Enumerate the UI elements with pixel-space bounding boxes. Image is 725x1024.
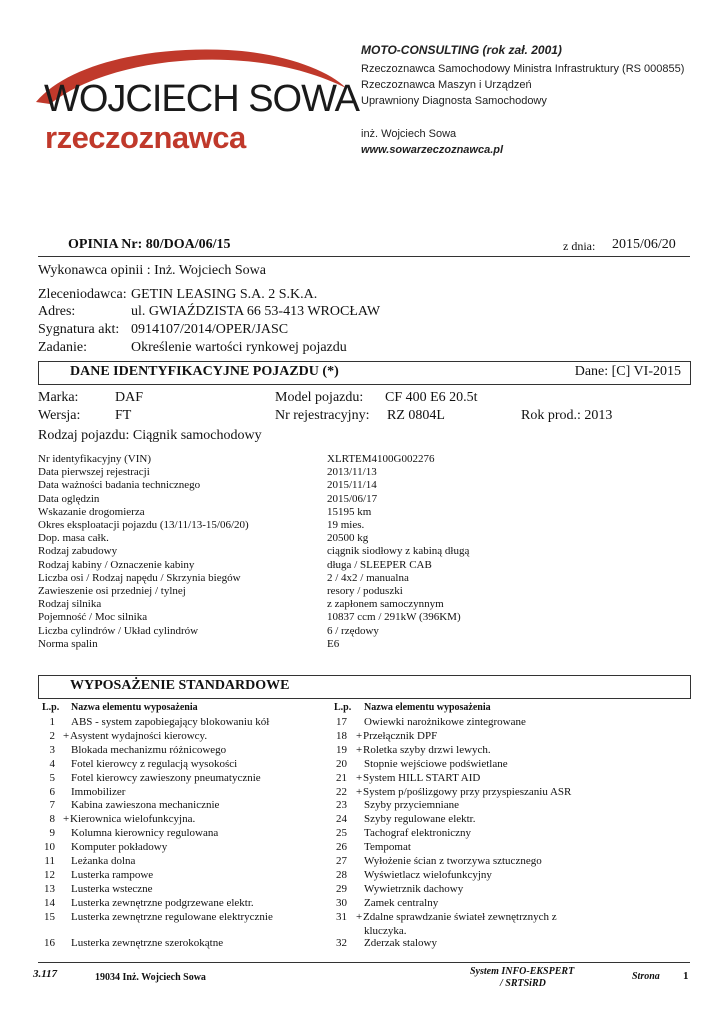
wersja-label: Wersja: <box>38 408 81 423</box>
equipment-number: 16 <box>44 937 55 949</box>
detail-label: Data ważności badania technicznego <box>38 479 201 492</box>
footer-system-line1: System INFO-EKSPERT <box>470 966 575 977</box>
detail-label: Dop. masa całk. <box>38 532 109 545</box>
equipment-number: 18 <box>336 729 347 742</box>
equipment-item: Fotel kierowcy zawieszony pneumatycznie <box>71 771 261 784</box>
optional-marker: + <box>63 813 70 826</box>
equipment-number: 3 <box>49 743 55 756</box>
detail-value: ciągnik siodłowy z kabiną długą <box>327 545 470 558</box>
equipment-item: Szyby przyciemniane <box>364 799 459 812</box>
equipment-item: Kabina zawieszona mechanicznie <box>71 799 220 812</box>
equipment-number: 9 <box>49 827 55 840</box>
model-label: Model pojazdu: <box>275 390 364 405</box>
company-line: Rzeczoznawca Maszyn i Urządzeń <box>361 79 532 91</box>
equipment-item: Owiewki narożnikowe zintegrowane <box>364 716 526 728</box>
optional-marker: + <box>356 910 363 923</box>
registration-value: RZ 0804L <box>387 408 445 423</box>
equipment-number: 28 <box>336 868 347 881</box>
equipment-number: 4 <box>49 757 55 770</box>
vehicle-type: Rodzaj pojazdu: Ciągnik samochodowy <box>38 428 262 443</box>
detail-value: 2015/11/14 <box>327 479 377 492</box>
equipment-number: 29 <box>336 882 347 895</box>
date-label: z dnia: <box>563 239 596 253</box>
company-website: www.sowarzeczoznawca.pl <box>361 144 504 156</box>
equipment-number: 25 <box>336 827 347 840</box>
optional-marker: + <box>356 771 363 784</box>
signature-label: Sygnatura akt: <box>38 322 120 337</box>
equipment-item: Wyświetlacz wielofunkcyjny <box>364 868 492 881</box>
company-line: Uprawniony Diagnosta Samochodowy <box>361 95 547 107</box>
detail-value: 19 mies. <box>327 519 365 531</box>
footer-code: 19034 Inż. Wojciech Sowa <box>95 972 206 983</box>
equipment-number: 22 <box>336 785 347 798</box>
company-line: Rzeczoznawca Samochodowy Ministra Infrastruktury (RS 000855) <box>361 63 685 75</box>
equipment-number: 27 <box>336 855 347 867</box>
equipment-number: 15 <box>44 910 55 923</box>
equipment-number: 21 <box>336 771 347 784</box>
detail-value: z zapłonem samoczynnym <box>327 598 444 611</box>
equipment-item: Zdalne sprawdzanie świateł zewnętrznych z <box>363 910 557 923</box>
equipment-item: Lusterka zewnętrzne regulowane elektrycznie <box>71 910 273 923</box>
vehicle-section-header <box>38 361 691 385</box>
col-name-left: Nazwa elementu wyposażenia <box>71 702 198 713</box>
optional-marker: + <box>356 785 363 798</box>
equipment-item: Kierownica wielofunkcyjna. <box>70 813 196 826</box>
equipment-item: Przełącznik DPF <box>363 729 438 742</box>
detail-label: Norma spalin <box>38 637 98 650</box>
equipment-number: 17 <box>336 716 347 728</box>
detail-label: Rodzaj kabiny / Oznaczenie kabiny <box>38 558 195 571</box>
equipment-number: 5 <box>49 771 55 784</box>
footer-divider <box>38 962 690 963</box>
company-title: MOTO-CONSULTING (rok zał. 2001) <box>361 43 562 57</box>
equipment-number: 8 <box>49 813 55 826</box>
footer-system-line2: / SRTSiRD <box>500 978 546 989</box>
equipment-item: Tempomat <box>364 841 411 854</box>
detail-value: resory / poduszki <box>327 585 403 597</box>
detail-label: Data pierwszej rejestracji <box>38 466 150 479</box>
equipment-item: Fotel kierowcy z regulacją wysokości <box>71 757 238 770</box>
marka-value: DAF <box>115 390 144 405</box>
equipment-number: 14 <box>44 896 55 909</box>
equipment-number: 26 <box>336 841 347 854</box>
client-label: Zleceniodawca: <box>38 287 127 302</box>
equipment-number: 11 <box>44 855 55 867</box>
detail-label: Liczba cylindrów / Układ cylindrów <box>38 624 199 637</box>
detail-value: 20500 kg <box>327 532 369 545</box>
footer-version: 3.117 <box>33 968 58 980</box>
detail-value: 6 / rzędowy <box>327 624 379 637</box>
equipment-item: Wyłożenie ścian z tworzywa sztucznego <box>364 855 542 867</box>
equipment-item: Lusterka zewnętrzne szerokokątne <box>71 937 224 949</box>
client-value: GETIN LEASING S.A. 2 S.K.A. <box>131 287 318 302</box>
footer-page-number: 1 <box>683 970 689 982</box>
detail-value: 15195 km <box>327 505 372 518</box>
equipment-item: Immobilizer <box>71 785 126 798</box>
vehicle-section-title: DANE IDENTYFIKACYJNE POJAZDU (*) <box>70 364 339 379</box>
equipment-number: 31 <box>336 910 347 923</box>
opinion-number: OPINIA Nr: 80/DOA/06/15 <box>68 237 231 252</box>
wersja-value: FT <box>115 408 132 423</box>
col-lp-right: L.p. <box>334 702 352 713</box>
date-value: 2015/06/20 <box>612 237 676 252</box>
optional-marker: + <box>356 743 363 756</box>
equipment-section-header <box>38 675 691 699</box>
detail-value: 10837 ccm / 291kW (396KM) <box>327 611 461 624</box>
equipment-item: Blokada mechanizmu różnicowego <box>71 743 227 756</box>
equipment-item: Lusterka rampowe <box>71 868 154 881</box>
executor: Wykonawca opinii : Inż. Wojciech Sowa <box>38 263 266 278</box>
equipment-number: 32 <box>336 937 347 949</box>
equipment-number: 12 <box>44 868 55 881</box>
detail-label: Rodzaj zabudowy <box>38 545 118 558</box>
address-value: ul. GWIAŹDZISTA 66 53-413 WROCŁAW <box>131 304 381 319</box>
equipment-item: ABS - system zapobiegający blokowaniu kół <box>71 716 270 728</box>
logo-subtitle: rzeczoznawca <box>45 120 246 155</box>
optional-marker: + <box>356 729 363 742</box>
detail-label: Liczba osi / Rodzaj napędu / Skrzynia biegów <box>38 571 241 584</box>
col-lp-left: L.p. <box>42 702 60 713</box>
detail-value: 2013/11/13 <box>327 466 377 479</box>
equipment-number: 30 <box>336 896 347 909</box>
equipment-item: System p/poślizgowy przy przyspieszaniu ASR <box>363 785 572 798</box>
task-value: Określenie wartości rynkowej pojazdu <box>131 340 347 355</box>
equipment-item: Stopnie wejściowe podświetlane <box>364 757 508 770</box>
marka-label: Marka: <box>38 390 79 405</box>
detail-value: XLRTEM4100G002276 <box>327 453 435 465</box>
equipment-number: 2 <box>49 729 55 742</box>
equipment-number: 24 <box>336 813 347 826</box>
equipment-number: 10 <box>44 841 55 854</box>
equipment-item: Lusterka zewnętrzne podgrzewane elektr. <box>71 896 254 909</box>
divider <box>38 256 690 257</box>
production-year: Rok prod.: 2013 <box>521 408 613 423</box>
detail-value: E6 <box>327 637 340 650</box>
detail-value: długa / SLEEPER CAB <box>327 558 432 571</box>
detail-label: Data oględzin <box>38 492 100 505</box>
equipment-number: 6 <box>49 785 55 798</box>
task-label: Zadanie: <box>38 340 87 355</box>
equipment-item: Lusterka wsteczne <box>71 882 153 895</box>
equipment-item: System HILL START AID <box>363 771 481 784</box>
equipment-number: 7 <box>49 799 55 812</box>
company-info <box>361 42 684 158</box>
equipment-section-title: WYPOSAŻENIE STANDARDOWE <box>70 678 290 693</box>
equipment-item: Tachograf elektroniczny <box>364 827 472 840</box>
equipment-number: 20 <box>336 757 347 770</box>
equipment-item: Asystent wydajności kierowcy. <box>70 729 208 742</box>
col-name-right: Nazwa elementu wyposażenia <box>364 702 491 713</box>
equipment-number: 19 <box>336 743 347 756</box>
model-value: CF 400 E6 20.5t <box>385 390 478 405</box>
equipment-number: 13 <box>44 882 55 895</box>
equipment-item: Kolumna kierownicy regulowana <box>71 827 219 840</box>
data-source: Dane: [C] VI-2015 <box>574 364 681 379</box>
equipment-number: 23 <box>336 799 347 812</box>
equipment-item: Leżanka dolna <box>71 855 136 867</box>
address-label: Adres: <box>38 304 76 319</box>
company-person: inż. Wojciech Sowa <box>361 128 457 140</box>
equipment-item: kluczyka. <box>364 924 407 937</box>
detail-label: Zawieszenie osi przedniej / tylnej <box>38 585 186 597</box>
equipment-number: 1 <box>49 716 55 728</box>
signature-value: 0914107/2014/OPER/JASC <box>131 322 289 337</box>
detail-label: Rodzaj silnika <box>38 598 102 611</box>
footer-page-label: Strona <box>632 971 660 982</box>
equipment-item: Szyby regulowane elektr. <box>364 813 476 826</box>
equipment-item: Wywietrznik dachowy <box>364 882 464 895</box>
detail-label: Wskazanie drogomierza <box>38 505 145 518</box>
detail-label: Nr identyfikacyjny (VIN) <box>38 453 152 465</box>
equipment-item: Zderzak stalowy <box>364 937 437 949</box>
logo-name: WOJCIECH SOWA <box>44 78 359 120</box>
registration-label: Nr rejestracyjny: <box>275 408 370 423</box>
equipment-item: Komputer pokładowy <box>71 841 168 854</box>
optional-marker: + <box>63 729 70 742</box>
equipment-item: Roletka szyby drzwi lewych. <box>363 743 491 756</box>
detail-label: Okres eksploatacji pojazdu (13/11/13-15/06/20) <box>38 519 249 531</box>
detail-value: 2015/06/17 <box>327 492 378 505</box>
detail-label: Pojemność / Moc silnika <box>38 611 148 624</box>
detail-value: 2 / 4x2 / manualna <box>327 571 409 584</box>
equipment-item: Zamek centralny <box>364 896 439 909</box>
